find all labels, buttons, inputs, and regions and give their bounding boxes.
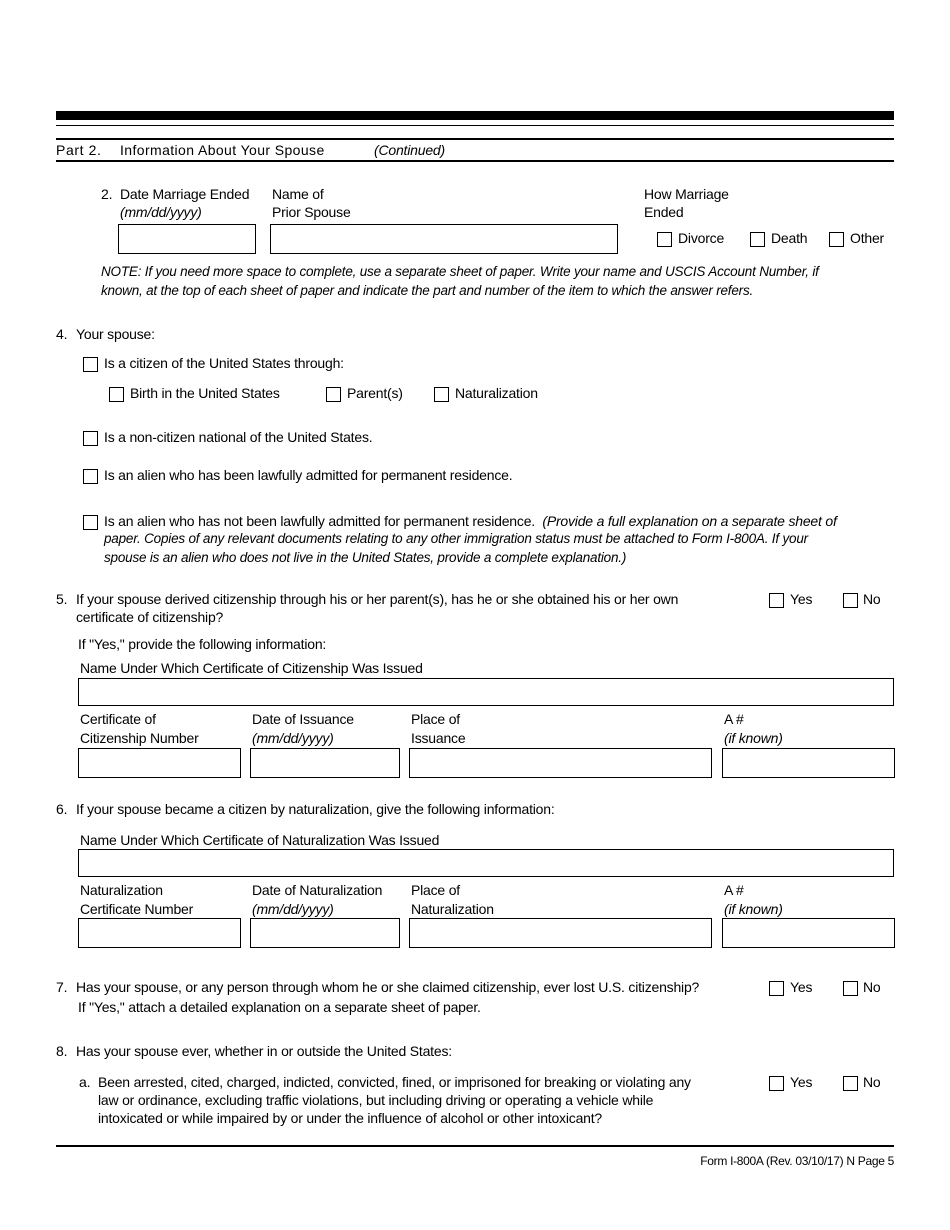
q4-parents-label: Parent(s) <box>347 385 403 401</box>
q4-noncitizen-label: Is a non-citizen national of the United States. <box>104 429 373 445</box>
q7-line-1: Has your spouse, or any person through whom he or she claimed citizenship, ever lost U.S. citizenship? <box>76 979 700 995</box>
q8a-no-label: No <box>863 1074 881 1090</box>
q4-citizen-label: Is a citizen of the United States through: <box>104 355 344 371</box>
q2-name-label-2: Prior Spouse <box>272 204 351 220</box>
q4-parents-checkbox[interactable] <box>326 387 341 402</box>
q5-cert-number-input[interactable] <box>78 748 241 778</box>
q5-yes-checkbox[interactable] <box>769 593 784 608</box>
q6-cert-label-1: Naturalization <box>80 882 163 898</box>
q4-not-admitted-expl-2: paper. Copies of any relevant documents relating to any other immigration status must be attached to Form I-800A. If your <box>104 531 808 546</box>
q6-place-label-2: Naturalization <box>411 901 494 917</box>
q4-not-admitted-part-b: been lawfully admitted for permanent residence. <box>242 513 535 529</box>
footer-rule <box>56 1145 894 1147</box>
top-thick-rule <box>56 111 894 120</box>
footer-form-id: Form I-800A (Rev. 03/10/17) N Page 5 <box>700 1154 894 1168</box>
note-line-2: known, at the top of each sheet of paper and indicate the part and number of the item to which the answer refers. <box>101 283 754 298</box>
q5-anum-label-2: (if known) <box>724 730 783 746</box>
q8a-letter: a. <box>79 1074 91 1090</box>
q7-line-2: If "Yes," attach a detailed explanation on a separate sheet of paper. <box>78 999 481 1015</box>
note-line-1: NOTE: If you need more space to complete, use a separate sheet of paper. Write your name and USCIS Account Number, if <box>101 264 819 279</box>
q5-issuance-date-input[interactable] <box>250 748 400 778</box>
q7-yes-checkbox[interactable] <box>769 981 784 996</box>
q7-no-checkbox[interactable] <box>843 981 858 996</box>
q6-date-label-1: Date of Naturalization <box>252 882 383 898</box>
q8a-yes-label: Yes <box>790 1074 813 1090</box>
q4-birth-checkbox[interactable] <box>109 387 124 402</box>
header-top-rule <box>56 138 894 140</box>
q5-anum-input[interactable] <box>722 748 895 778</box>
q5-no-checkbox[interactable] <box>843 593 858 608</box>
q2-number: 2. <box>101 186 113 202</box>
q4-naturalization-label: Naturalization <box>455 385 538 401</box>
q7-number: 7. <box>56 979 68 995</box>
q5-cert-label-1: Certificate of <box>80 711 156 727</box>
q7-yes-label: Yes <box>790 979 813 995</box>
q6-place-input[interactable] <box>409 918 712 948</box>
header-bottom-rule <box>56 160 894 162</box>
q4-not-admitted-part-a: Is an alien who has <box>104 513 224 529</box>
q6-number: 6. <box>56 801 68 817</box>
q4-label: Your spouse: <box>76 326 155 342</box>
q6-anum-input[interactable] <box>722 918 895 948</box>
q2-name-label-1: Name of <box>272 186 324 202</box>
q4-admitted-checkbox[interactable] <box>83 469 98 484</box>
q4-not-admitted-expl-1: (Provide a full explanation on a separate sheet of <box>542 513 837 529</box>
q5-name-label: Name Under Which Certificate of Citizenship Was Issued <box>80 660 423 676</box>
q5-name-input[interactable] <box>78 678 894 706</box>
q5-no-label: No <box>863 591 881 607</box>
q5-cert-label-2: Citizenship Number <box>80 730 199 746</box>
top-thin-rule <box>56 125 894 126</box>
q6-line-1: If your spouse became a citizen by naturalization, give the following information: <box>76 801 555 817</box>
q4-number: 4. <box>56 326 68 342</box>
q8a-line-1: Been arrested, cited, charged, indicted, convicted, fined, or imprisoned for breaking or violating any <box>98 1074 691 1090</box>
q6-place-label-1: Place of <box>411 882 460 898</box>
q2-divorce-label: Divorce <box>678 230 725 246</box>
q5-place-label-2: Issuance <box>411 730 466 746</box>
q5-yes-label: Yes <box>790 591 813 607</box>
q5-date-label-1: Date of Issuance <box>252 711 354 727</box>
q6-name-input[interactable] <box>78 849 894 877</box>
q8-line-1: Has your spouse ever, whether in or outside the United States: <box>76 1043 452 1059</box>
q5-number: 5. <box>56 591 68 607</box>
q6-naturalization-date-input[interactable] <box>250 918 400 948</box>
q4-naturalization-checkbox[interactable] <box>434 387 449 402</box>
q4-not-admitted-not: not <box>223 513 243 529</box>
q6-anum-label-2: (if known) <box>724 901 783 917</box>
q5-place-input[interactable] <box>409 748 712 778</box>
q5-place-label-1: Place of <box>411 711 460 727</box>
q2-prior-spouse-input[interactable] <box>270 224 618 254</box>
q7-no-label: No <box>863 979 881 995</box>
q8a-no-checkbox[interactable] <box>843 1076 858 1091</box>
q2-divorce-checkbox[interactable] <box>657 232 672 247</box>
q6-name-label: Name Under Which Certificate of Naturalization Was Issued <box>80 832 440 848</box>
q6-anum-label-1: A # <box>724 882 744 898</box>
q5-date-label-2: (mm/dd/yyyy) <box>252 730 334 746</box>
q4-not-admitted-checkbox[interactable] <box>83 515 98 530</box>
q8a-line-3: intoxicated or while impaired by or under the influence of alcohol or other intoxicant? <box>98 1110 603 1126</box>
q8-number: 8. <box>56 1043 68 1059</box>
q8a-line-2: law or ordinance, excluding traffic violations, but including driving or operating a vehicle while <box>98 1092 654 1108</box>
q2-other-checkbox[interactable] <box>829 232 844 247</box>
q4-birth-label: Birth in the United States <box>130 385 280 401</box>
q2-death-checkbox[interactable] <box>750 232 765 247</box>
q5-line-1: If your spouse derived citizenship through his or her parent(s), has he or she obtained his or her own <box>76 591 679 607</box>
q2-other-label: Other <box>850 230 885 246</box>
q4-not-admitted-label <box>104 512 837 530</box>
q8a-yes-checkbox[interactable] <box>769 1076 784 1091</box>
q5-line-2: certificate of citizenship? <box>76 609 224 625</box>
q2-date-label: Date Marriage Ended <box>120 186 250 202</box>
q2-date-input[interactable] <box>118 224 256 254</box>
q4-admitted-label: Is an alien who has been lawfully admitted for permanent residence. <box>104 467 513 483</box>
q4-citizen-checkbox[interactable] <box>83 357 98 372</box>
q2-date-format: (mm/dd/yyyy) <box>120 204 202 220</box>
q5-if-yes: If "Yes," provide the following information: <box>78 636 327 652</box>
q2-death-label: Death <box>771 230 808 246</box>
q4-noncitizen-checkbox[interactable] <box>83 431 98 446</box>
q6-cert-number-input[interactable] <box>78 918 241 948</box>
q5-anum-label-1: A # <box>724 711 744 727</box>
q4-not-admitted-expl-3: spouse is an alien who does not live in the United States, provide a complete explanation.) <box>104 550 627 565</box>
q2-how-label-2: Ended <box>644 204 684 220</box>
part-title: Information About Your Spouse <box>120 142 325 158</box>
q6-date-label-2: (mm/dd/yyyy) <box>252 901 334 917</box>
part-label: Part 2. <box>56 142 102 158</box>
q6-cert-label-2: Certificate Number <box>80 901 194 917</box>
continued-label: (Continued) <box>374 142 445 158</box>
q2-how-label-1: How Marriage <box>644 186 729 202</box>
